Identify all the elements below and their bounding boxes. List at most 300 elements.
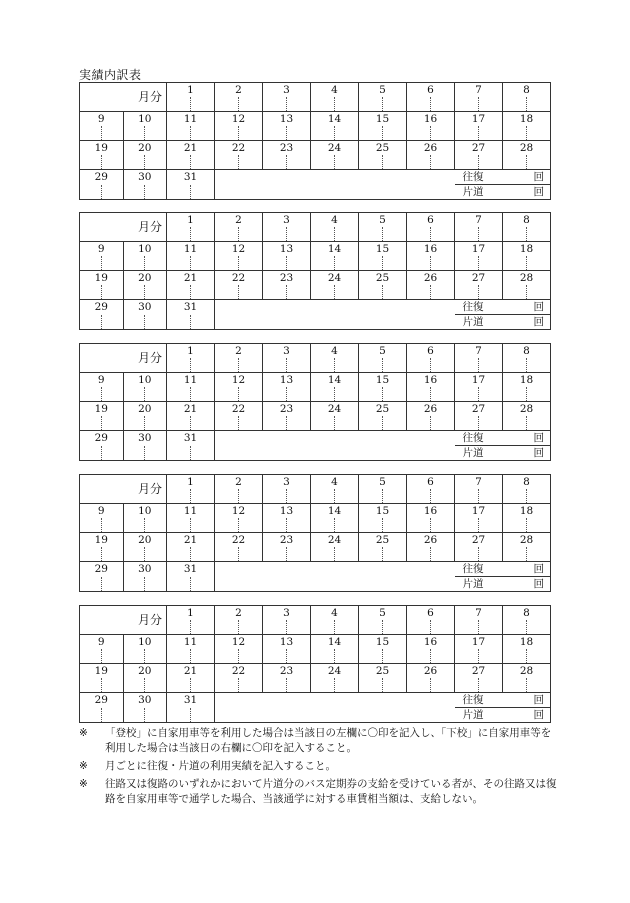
day-entry-cell[interactable] — [167, 315, 215, 330]
departure-mark-slot[interactable] — [479, 358, 502, 372]
departure-mark-slot[interactable] — [287, 489, 310, 503]
day-entry-cell[interactable] — [123, 387, 167, 402]
round-trip-total[interactable] — [455, 431, 551, 446]
departure-mark-slot[interactable] — [191, 358, 214, 372]
arrival-mark-slot[interactable] — [455, 227, 479, 241]
day-entry-cell[interactable] — [80, 708, 124, 723]
day-entry-cell[interactable] — [311, 518, 359, 533]
day-entry-cell[interactable] — [503, 155, 551, 170]
day-entry-cell[interactable] — [263, 649, 311, 664]
arrival-mark-slot[interactable] — [407, 256, 431, 270]
arrival-mark-slot[interactable] — [215, 620, 239, 634]
departure-mark-slot[interactable] — [527, 387, 550, 401]
departure-mark-slot[interactable] — [479, 547, 502, 561]
departure-mark-slot[interactable] — [383, 97, 406, 111]
arrival-mark-slot[interactable] — [503, 489, 527, 503]
day-entry-cell[interactable] — [215, 518, 263, 533]
day-entry-cell[interactable] — [263, 387, 311, 402]
arrival-mark-slot[interactable] — [167, 678, 191, 692]
day-entry-cell[interactable] — [215, 97, 263, 112]
round-trip-total[interactable] — [455, 693, 551, 708]
day-entry-cell[interactable] — [455, 416, 503, 431]
day-entry-cell[interactable] — [455, 518, 503, 533]
day-entry-cell[interactable] — [215, 489, 263, 504]
departure-mark-slot[interactable] — [287, 416, 310, 430]
departure-mark-slot[interactable] — [479, 678, 502, 692]
departure-mark-slot[interactable] — [102, 577, 123, 591]
day-entry-cell[interactable] — [359, 649, 407, 664]
day-entry-cell[interactable] — [167, 518, 215, 533]
arrival-mark-slot[interactable] — [359, 227, 383, 241]
arrival-mark-slot[interactable] — [407, 285, 431, 299]
departure-mark-slot[interactable] — [191, 126, 214, 140]
arrival-mark-slot[interactable] — [124, 315, 146, 329]
day-entry-cell[interactable] — [407, 387, 455, 402]
arrival-mark-slot[interactable] — [503, 620, 527, 634]
departure-mark-slot[interactable] — [239, 416, 262, 430]
day-entry-cell[interactable] — [503, 97, 551, 112]
departure-mark-slot[interactable] — [191, 518, 214, 532]
departure-mark-slot[interactable] — [335, 126, 358, 140]
departure-mark-slot[interactable] — [335, 285, 358, 299]
departure-mark-slot[interactable] — [102, 547, 123, 561]
day-entry-cell[interactable] — [123, 649, 167, 664]
day-entry-cell[interactable] — [167, 489, 215, 504]
arrival-mark-slot[interactable] — [80, 678, 102, 692]
day-entry-cell[interactable] — [311, 387, 359, 402]
departure-mark-slot[interactable] — [191, 416, 214, 430]
day-entry-cell[interactable] — [311, 416, 359, 431]
departure-mark-slot[interactable] — [479, 285, 502, 299]
departure-mark-slot[interactable] — [431, 547, 454, 561]
arrival-mark-slot[interactable] — [407, 227, 431, 241]
departure-mark-slot[interactable] — [145, 446, 166, 460]
departure-mark-slot[interactable] — [102, 315, 123, 329]
arrival-mark-slot[interactable] — [359, 518, 383, 532]
departure-mark-slot[interactable] — [479, 256, 502, 270]
day-entry-cell[interactable] — [407, 547, 455, 562]
arrival-mark-slot[interactable] — [455, 620, 479, 634]
day-entry-cell[interactable] — [407, 416, 455, 431]
departure-mark-slot[interactable] — [479, 126, 502, 140]
departure-mark-slot[interactable] — [431, 227, 454, 241]
departure-mark-slot[interactable] — [527, 678, 550, 692]
arrival-mark-slot[interactable] — [124, 678, 146, 692]
arrival-mark-slot[interactable] — [455, 649, 479, 663]
departure-mark-slot[interactable] — [527, 126, 550, 140]
day-entry-cell[interactable] — [407, 489, 455, 504]
day-entry-cell[interactable] — [503, 649, 551, 664]
arrival-mark-slot[interactable] — [311, 387, 335, 401]
departure-mark-slot[interactable] — [479, 518, 502, 532]
day-entry-cell[interactable] — [359, 387, 407, 402]
arrival-mark-slot[interactable] — [407, 416, 431, 430]
day-entry-cell[interactable] — [311, 97, 359, 112]
arrival-mark-slot[interactable] — [263, 416, 287, 430]
departure-mark-slot[interactable] — [287, 256, 310, 270]
arrival-mark-slot[interactable] — [215, 155, 239, 169]
arrival-mark-slot[interactable] — [80, 387, 102, 401]
departure-mark-slot[interactable] — [479, 227, 502, 241]
departure-mark-slot[interactable] — [191, 315, 214, 329]
day-entry-cell[interactable] — [455, 620, 503, 635]
arrival-mark-slot[interactable] — [215, 678, 239, 692]
departure-mark-slot[interactable] — [335, 387, 358, 401]
day-entry-cell[interactable] — [359, 97, 407, 112]
arrival-mark-slot[interactable] — [167, 285, 191, 299]
day-entry-cell[interactable] — [167, 285, 215, 300]
arrival-mark-slot[interactable] — [311, 620, 335, 634]
day-entry-cell[interactable] — [311, 155, 359, 170]
arrival-mark-slot[interactable] — [359, 256, 383, 270]
departure-mark-slot[interactable] — [431, 649, 454, 663]
round-trip-total[interactable] — [455, 562, 551, 577]
arrival-mark-slot[interactable] — [124, 649, 146, 663]
arrival-mark-slot[interactable] — [407, 155, 431, 169]
arrival-mark-slot[interactable] — [80, 416, 102, 430]
arrival-mark-slot[interactable] — [263, 518, 287, 532]
arrival-mark-slot[interactable] — [359, 97, 383, 111]
arrival-mark-slot[interactable] — [407, 126, 431, 140]
departure-mark-slot[interactable] — [102, 185, 123, 199]
arrival-mark-slot[interactable] — [407, 518, 431, 532]
arrival-mark-slot[interactable] — [311, 155, 335, 169]
arrival-mark-slot[interactable] — [455, 547, 479, 561]
departure-mark-slot[interactable] — [239, 256, 262, 270]
day-entry-cell[interactable] — [503, 620, 551, 635]
departure-mark-slot[interactable] — [431, 416, 454, 430]
arrival-mark-slot[interactable] — [215, 285, 239, 299]
arrival-mark-slot[interactable] — [263, 620, 287, 634]
day-entry-cell[interactable] — [311, 285, 359, 300]
arrival-mark-slot[interactable] — [167, 185, 191, 199]
departure-mark-slot[interactable] — [239, 285, 262, 299]
arrival-mark-slot[interactable] — [167, 97, 191, 111]
day-entry-cell[interactable] — [215, 285, 263, 300]
arrival-mark-slot[interactable] — [124, 256, 146, 270]
day-entry-cell[interactable] — [311, 126, 359, 141]
arrival-mark-slot[interactable] — [80, 577, 102, 591]
day-entry-cell[interactable] — [215, 620, 263, 635]
arrival-mark-slot[interactable] — [80, 649, 102, 663]
departure-mark-slot[interactable] — [145, 185, 166, 199]
day-entry-cell[interactable] — [215, 416, 263, 431]
arrival-mark-slot[interactable] — [503, 416, 527, 430]
departure-mark-slot[interactable] — [287, 358, 310, 372]
day-entry-cell[interactable] — [167, 649, 215, 664]
day-entry-cell[interactable] — [263, 547, 311, 562]
departure-mark-slot[interactable] — [383, 416, 406, 430]
departure-mark-slot[interactable] — [431, 97, 454, 111]
arrival-mark-slot[interactable] — [215, 358, 239, 372]
departure-mark-slot[interactable] — [102, 446, 123, 460]
day-entry-cell[interactable] — [407, 285, 455, 300]
arrival-mark-slot[interactable] — [455, 489, 479, 503]
departure-mark-slot[interactable] — [527, 620, 550, 634]
day-entry-cell[interactable] — [455, 155, 503, 170]
arrival-mark-slot[interactable] — [311, 227, 335, 241]
arrival-mark-slot[interactable] — [311, 97, 335, 111]
day-entry-cell[interactable] — [167, 678, 215, 693]
arrival-mark-slot[interactable] — [455, 416, 479, 430]
arrival-mark-slot[interactable] — [124, 446, 146, 460]
one-way-total[interactable] — [455, 185, 551, 200]
day-entry-cell[interactable] — [80, 285, 124, 300]
arrival-mark-slot[interactable] — [263, 547, 287, 561]
departure-mark-slot[interactable] — [239, 387, 262, 401]
departure-mark-slot[interactable] — [383, 155, 406, 169]
departure-mark-slot[interactable] — [145, 387, 166, 401]
month-label-cell[interactable] — [80, 475, 167, 504]
arrival-mark-slot[interactable] — [263, 358, 287, 372]
departure-mark-slot[interactable] — [102, 708, 123, 722]
arrival-mark-slot[interactable] — [455, 126, 479, 140]
arrival-mark-slot[interactable] — [215, 126, 239, 140]
month-label-cell[interactable] — [80, 344, 167, 373]
departure-mark-slot[interactable] — [335, 649, 358, 663]
day-entry-cell[interactable] — [455, 97, 503, 112]
departure-mark-slot[interactable] — [335, 489, 358, 503]
day-entry-cell[interactable] — [503, 126, 551, 141]
arrival-mark-slot[interactable] — [407, 649, 431, 663]
arrival-mark-slot[interactable] — [407, 97, 431, 111]
departure-mark-slot[interactable] — [239, 489, 262, 503]
arrival-mark-slot[interactable] — [311, 547, 335, 561]
arrival-mark-slot[interactable] — [455, 285, 479, 299]
departure-mark-slot[interactable] — [287, 387, 310, 401]
departure-mark-slot[interactable] — [383, 387, 406, 401]
day-entry-cell[interactable] — [503, 358, 551, 373]
day-entry-cell[interactable] — [407, 649, 455, 664]
arrival-mark-slot[interactable] — [359, 387, 383, 401]
departure-mark-slot[interactable] — [239, 126, 262, 140]
departure-mark-slot[interactable] — [383, 227, 406, 241]
departure-mark-slot[interactable] — [383, 678, 406, 692]
arrival-mark-slot[interactable] — [215, 649, 239, 663]
departure-mark-slot[interactable] — [383, 649, 406, 663]
day-entry-cell[interactable] — [455, 489, 503, 504]
day-entry-cell[interactable] — [215, 227, 263, 242]
arrival-mark-slot[interactable] — [311, 358, 335, 372]
day-entry-cell[interactable] — [455, 126, 503, 141]
arrival-mark-slot[interactable] — [263, 387, 287, 401]
day-entry-cell[interactable] — [215, 256, 263, 271]
day-entry-cell[interactable] — [215, 387, 263, 402]
departure-mark-slot[interactable] — [191, 256, 214, 270]
arrival-mark-slot[interactable] — [455, 256, 479, 270]
departure-mark-slot[interactable] — [239, 97, 262, 111]
day-entry-cell[interactable] — [167, 620, 215, 635]
day-entry-cell[interactable] — [80, 649, 124, 664]
arrival-mark-slot[interactable] — [124, 126, 146, 140]
departure-mark-slot[interactable] — [287, 227, 310, 241]
arrival-mark-slot[interactable] — [503, 678, 527, 692]
arrival-mark-slot[interactable] — [167, 155, 191, 169]
arrival-mark-slot[interactable] — [503, 358, 527, 372]
arrival-mark-slot[interactable] — [263, 649, 287, 663]
day-entry-cell[interactable] — [123, 315, 167, 330]
arrival-mark-slot[interactable] — [359, 416, 383, 430]
arrival-mark-slot[interactable] — [359, 155, 383, 169]
day-entry-cell[interactable] — [407, 97, 455, 112]
departure-mark-slot[interactable] — [479, 387, 502, 401]
departure-mark-slot[interactable] — [431, 126, 454, 140]
departure-mark-slot[interactable] — [431, 285, 454, 299]
departure-mark-slot[interactable] — [335, 547, 358, 561]
departure-mark-slot[interactable] — [145, 678, 166, 692]
departure-mark-slot[interactable] — [145, 416, 166, 430]
departure-mark-slot[interactable] — [145, 315, 166, 329]
day-entry-cell[interactable] — [359, 155, 407, 170]
day-entry-cell[interactable] — [263, 489, 311, 504]
day-entry-cell[interactable] — [167, 446, 215, 461]
arrival-mark-slot[interactable] — [311, 285, 335, 299]
day-entry-cell[interactable] — [359, 620, 407, 635]
day-entry-cell[interactable] — [263, 620, 311, 635]
day-entry-cell[interactable] — [167, 126, 215, 141]
departure-mark-slot[interactable] — [102, 387, 123, 401]
arrival-mark-slot[interactable] — [407, 620, 431, 634]
arrival-mark-slot[interactable] — [263, 126, 287, 140]
departure-mark-slot[interactable] — [102, 518, 123, 532]
day-entry-cell[interactable] — [311, 678, 359, 693]
departure-mark-slot[interactable] — [145, 649, 166, 663]
departure-mark-slot[interactable] — [191, 489, 214, 503]
arrival-mark-slot[interactable] — [503, 547, 527, 561]
departure-mark-slot[interactable] — [102, 285, 123, 299]
departure-mark-slot[interactable] — [431, 387, 454, 401]
arrival-mark-slot[interactable] — [167, 126, 191, 140]
departure-mark-slot[interactable] — [239, 547, 262, 561]
day-entry-cell[interactable] — [311, 489, 359, 504]
arrival-mark-slot[interactable] — [167, 518, 191, 532]
arrival-mark-slot[interactable] — [311, 126, 335, 140]
day-entry-cell[interactable] — [80, 547, 124, 562]
arrival-mark-slot[interactable] — [503, 649, 527, 663]
departure-mark-slot[interactable] — [383, 489, 406, 503]
day-entry-cell[interactable] — [359, 547, 407, 562]
arrival-mark-slot[interactable] — [503, 256, 527, 270]
arrival-mark-slot[interactable] — [215, 518, 239, 532]
arrival-mark-slot[interactable] — [311, 416, 335, 430]
day-entry-cell[interactable] — [167, 708, 215, 723]
month-label-cell[interactable] — [80, 606, 167, 635]
departure-mark-slot[interactable] — [383, 285, 406, 299]
arrival-mark-slot[interactable] — [124, 547, 146, 561]
departure-mark-slot[interactable] — [102, 155, 123, 169]
departure-mark-slot[interactable] — [527, 649, 550, 663]
day-entry-cell[interactable] — [167, 155, 215, 170]
day-entry-cell[interactable] — [80, 577, 124, 592]
departure-mark-slot[interactable] — [145, 155, 166, 169]
day-entry-cell[interactable] — [167, 185, 215, 200]
departure-mark-slot[interactable] — [191, 547, 214, 561]
arrival-mark-slot[interactable] — [167, 489, 191, 503]
day-entry-cell[interactable] — [167, 577, 215, 592]
day-entry-cell[interactable] — [407, 126, 455, 141]
arrival-mark-slot[interactable] — [80, 547, 102, 561]
day-entry-cell[interactable] — [80, 185, 124, 200]
arrival-mark-slot[interactable] — [215, 547, 239, 561]
departure-mark-slot[interactable] — [191, 446, 214, 460]
arrival-mark-slot[interactable] — [263, 285, 287, 299]
departure-mark-slot[interactable] — [145, 126, 166, 140]
day-entry-cell[interactable] — [80, 155, 124, 170]
departure-mark-slot[interactable] — [102, 678, 123, 692]
arrival-mark-slot[interactable] — [455, 358, 479, 372]
arrival-mark-slot[interactable] — [263, 489, 287, 503]
day-entry-cell[interactable] — [455, 227, 503, 242]
departure-mark-slot[interactable] — [335, 620, 358, 634]
arrival-mark-slot[interactable] — [215, 387, 239, 401]
arrival-mark-slot[interactable] — [215, 97, 239, 111]
day-entry-cell[interactable] — [215, 155, 263, 170]
day-entry-cell[interactable] — [407, 256, 455, 271]
arrival-mark-slot[interactable] — [124, 185, 146, 199]
arrival-mark-slot[interactable] — [359, 649, 383, 663]
day-entry-cell[interactable] — [80, 518, 124, 533]
day-entry-cell[interactable] — [359, 256, 407, 271]
arrival-mark-slot[interactable] — [215, 256, 239, 270]
day-entry-cell[interactable] — [263, 97, 311, 112]
departure-mark-slot[interactable] — [102, 649, 123, 663]
day-entry-cell[interactable] — [167, 97, 215, 112]
arrival-mark-slot[interactable] — [124, 518, 146, 532]
day-entry-cell[interactable] — [167, 547, 215, 562]
day-entry-cell[interactable] — [503, 256, 551, 271]
arrival-mark-slot[interactable] — [311, 518, 335, 532]
departure-mark-slot[interactable] — [191, 620, 214, 634]
day-entry-cell[interactable] — [123, 446, 167, 461]
departure-mark-slot[interactable] — [191, 155, 214, 169]
day-entry-cell[interactable] — [407, 227, 455, 242]
day-entry-cell[interactable] — [503, 678, 551, 693]
departure-mark-slot[interactable] — [527, 547, 550, 561]
departure-mark-slot[interactable] — [287, 285, 310, 299]
departure-mark-slot[interactable] — [383, 547, 406, 561]
day-entry-cell[interactable] — [455, 649, 503, 664]
day-entry-cell[interactable] — [123, 155, 167, 170]
month-label-cell[interactable] — [80, 213, 167, 242]
arrival-mark-slot[interactable] — [455, 155, 479, 169]
departure-mark-slot[interactable] — [287, 126, 310, 140]
day-entry-cell[interactable] — [123, 126, 167, 141]
departure-mark-slot[interactable] — [287, 97, 310, 111]
departure-mark-slot[interactable] — [191, 387, 214, 401]
departure-mark-slot[interactable] — [479, 620, 502, 634]
arrival-mark-slot[interactable] — [359, 620, 383, 634]
day-entry-cell[interactable] — [263, 518, 311, 533]
arrival-mark-slot[interactable] — [359, 489, 383, 503]
arrival-mark-slot[interactable] — [80, 256, 102, 270]
departure-mark-slot[interactable] — [191, 285, 214, 299]
day-entry-cell[interactable] — [407, 518, 455, 533]
one-way-total[interactable] — [455, 577, 551, 592]
month-label-cell[interactable] — [80, 83, 167, 112]
departure-mark-slot[interactable] — [335, 256, 358, 270]
day-entry-cell[interactable] — [503, 416, 551, 431]
arrival-mark-slot[interactable] — [80, 155, 102, 169]
arrival-mark-slot[interactable] — [167, 620, 191, 634]
day-entry-cell[interactable] — [311, 649, 359, 664]
day-entry-cell[interactable] — [123, 678, 167, 693]
day-entry-cell[interactable] — [80, 387, 124, 402]
departure-mark-slot[interactable] — [527, 518, 550, 532]
day-entry-cell[interactable] — [359, 518, 407, 533]
departure-mark-slot[interactable] — [335, 518, 358, 532]
departure-mark-slot[interactable] — [479, 416, 502, 430]
day-entry-cell[interactable] — [263, 358, 311, 373]
